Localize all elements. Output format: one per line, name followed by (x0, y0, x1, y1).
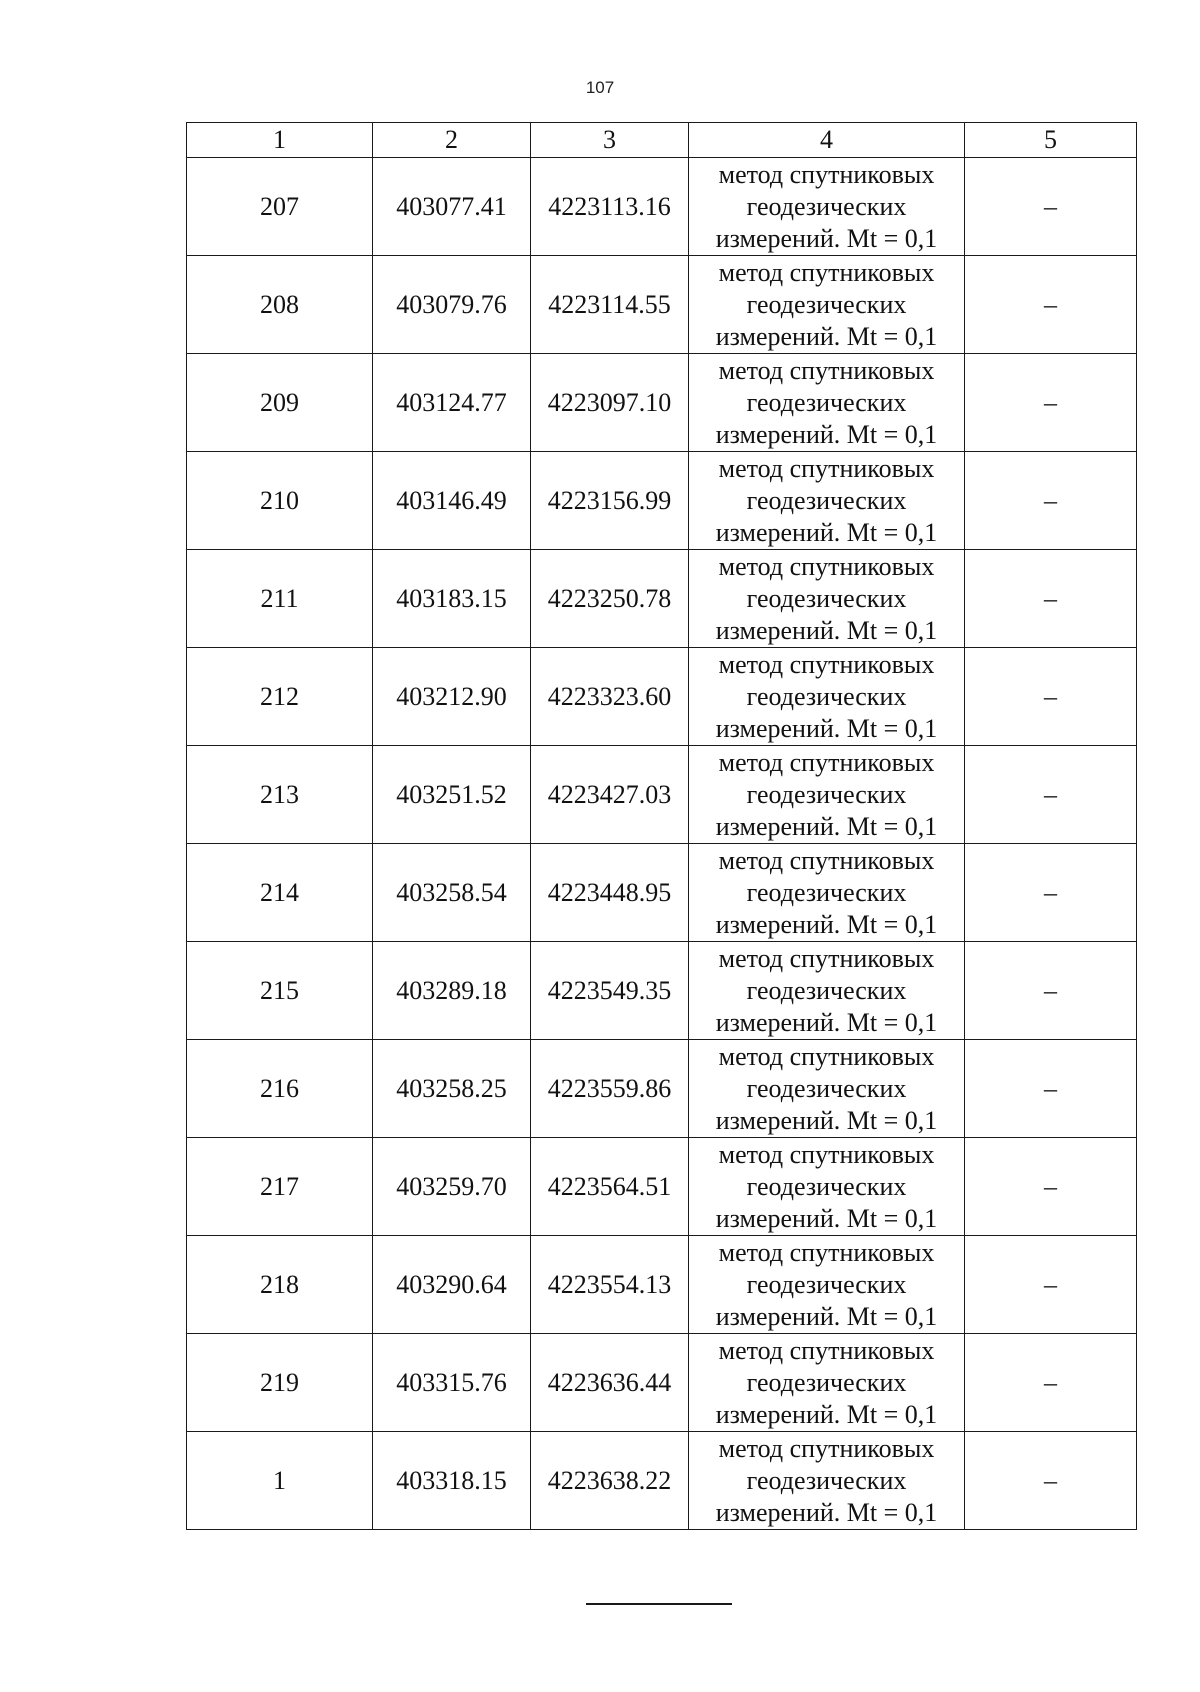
note-cell: – (965, 746, 1137, 844)
method-cell: метод спутниковых геодезических измерений. Mt = 0,1 (689, 158, 965, 256)
table-row (187, 1432, 1137, 1530)
method-cell: метод спутниковых геодезических измерений. Mt = 0,1 (689, 746, 965, 844)
point-number-cell: 218 (187, 1236, 373, 1334)
x-coordinate-cell: 403318.15 (373, 1432, 531, 1530)
note-cell: – (965, 1236, 1137, 1334)
note-cell: – (965, 942, 1137, 1040)
note-cell: – (965, 648, 1137, 746)
point-number-cell: 216 (187, 1040, 373, 1138)
table-row (187, 1138, 1137, 1236)
method-cell: метод спутниковых геодезических измерений. Mt = 0,1 (689, 256, 965, 354)
point-number-cell: 208 (187, 256, 373, 354)
table-row (187, 256, 1137, 354)
table-row (187, 158, 1137, 256)
table-row (187, 1236, 1137, 1334)
y-coordinate-cell: 4223554.13 (531, 1236, 689, 1334)
point-number-cell: 211 (187, 550, 373, 648)
y-coordinate-cell: 4223156.99 (531, 452, 689, 550)
table-row (187, 1040, 1137, 1138)
table-row (187, 1334, 1137, 1432)
x-coordinate-cell: 403212.90 (373, 648, 531, 746)
y-coordinate-cell: 4223559.86 (531, 1040, 689, 1138)
header-col-1: 1 (187, 123, 373, 158)
method-cell: метод спутниковых геодезических измерений. Mt = 0,1 (689, 354, 965, 452)
note-cell: – (965, 1040, 1137, 1138)
point-number-cell: 217 (187, 1138, 373, 1236)
point-number-cell: 219 (187, 1334, 373, 1432)
coordinates-table (186, 122, 1137, 1530)
header-col-2: 2 (373, 123, 531, 158)
y-coordinate-cell: 4223114.55 (531, 256, 689, 354)
note-cell: – (965, 158, 1137, 256)
note-cell: – (965, 1334, 1137, 1432)
point-number-cell: 212 (187, 648, 373, 746)
header-col-5: 5 (965, 123, 1137, 158)
y-coordinate-cell: 4223427.03 (531, 746, 689, 844)
y-coordinate-cell: 4223549.35 (531, 942, 689, 1040)
table-row (187, 746, 1137, 844)
method-cell: метод спутниковых геодезических измерений. Mt = 0,1 (689, 1138, 965, 1236)
point-number-cell: 213 (187, 746, 373, 844)
footnote-divider (586, 1603, 732, 1605)
method-cell: метод спутниковых геодезических измерений. Mt = 0,1 (689, 844, 965, 942)
table-header-row (187, 123, 1137, 158)
x-coordinate-cell: 403258.25 (373, 1040, 531, 1138)
header-col-3: 3 (531, 123, 689, 158)
table-row (187, 550, 1137, 648)
y-coordinate-cell: 4223636.44 (531, 1334, 689, 1432)
method-cell: метод спутниковых геодезических измерений. Mt = 0,1 (689, 942, 965, 1040)
y-coordinate-cell: 4223097.10 (531, 354, 689, 452)
table-row (187, 452, 1137, 550)
note-cell: – (965, 452, 1137, 550)
point-number-cell: 1 (187, 1432, 373, 1530)
y-coordinate-cell: 4223564.51 (531, 1138, 689, 1236)
y-coordinate-cell: 4223250.78 (531, 550, 689, 648)
point-number-cell: 214 (187, 844, 373, 942)
method-cell: метод спутниковых геодезических измерений. Mt = 0,1 (689, 648, 965, 746)
x-coordinate-cell: 403315.76 (373, 1334, 531, 1432)
point-number-cell: 209 (187, 354, 373, 452)
x-coordinate-cell: 403183.15 (373, 550, 531, 648)
x-coordinate-cell: 403079.76 (373, 256, 531, 354)
method-cell: метод спутниковых геодезических измерений. Mt = 0,1 (689, 1236, 965, 1334)
x-coordinate-cell: 403251.52 (373, 746, 531, 844)
x-coordinate-cell: 403146.49 (373, 452, 531, 550)
point-number-cell: 210 (187, 452, 373, 550)
table-row (187, 844, 1137, 942)
note-cell: – (965, 1432, 1137, 1530)
note-cell: – (965, 844, 1137, 942)
point-number-cell: 207 (187, 158, 373, 256)
method-cell: метод спутниковых геодезических измерений. Mt = 0,1 (689, 452, 965, 550)
page-number: 107 (585, 78, 615, 97)
table-row (187, 942, 1137, 1040)
note-cell: – (965, 550, 1137, 648)
method-cell: метод спутниковых геодезических измерений. Mt = 0,1 (689, 1334, 965, 1432)
method-cell: метод спутниковых геодезических измерений. Mt = 0,1 (689, 550, 965, 648)
x-coordinate-cell: 403258.54 (373, 844, 531, 942)
y-coordinate-cell: 4223448.95 (531, 844, 689, 942)
header-col-4: 4 (689, 123, 965, 158)
note-cell: – (965, 354, 1137, 452)
x-coordinate-cell: 403124.77 (373, 354, 531, 452)
y-coordinate-cell: 4223113.16 (531, 158, 689, 256)
x-coordinate-cell: 403259.70 (373, 1138, 531, 1236)
note-cell: – (965, 1138, 1137, 1236)
method-cell: метод спутниковых геодезических измерений. Mt = 0,1 (689, 1432, 965, 1530)
y-coordinate-cell: 4223323.60 (531, 648, 689, 746)
point-number-cell: 215 (187, 942, 373, 1040)
table-row (187, 354, 1137, 452)
note-cell: – (965, 256, 1137, 354)
method-cell: метод спутниковых геодезических измерений. Mt = 0,1 (689, 1040, 965, 1138)
y-coordinate-cell: 4223638.22 (531, 1432, 689, 1530)
x-coordinate-cell: 403290.64 (373, 1236, 531, 1334)
x-coordinate-cell: 403077.41 (373, 158, 531, 256)
x-coordinate-cell: 403289.18 (373, 942, 531, 1040)
table-row (187, 648, 1137, 746)
